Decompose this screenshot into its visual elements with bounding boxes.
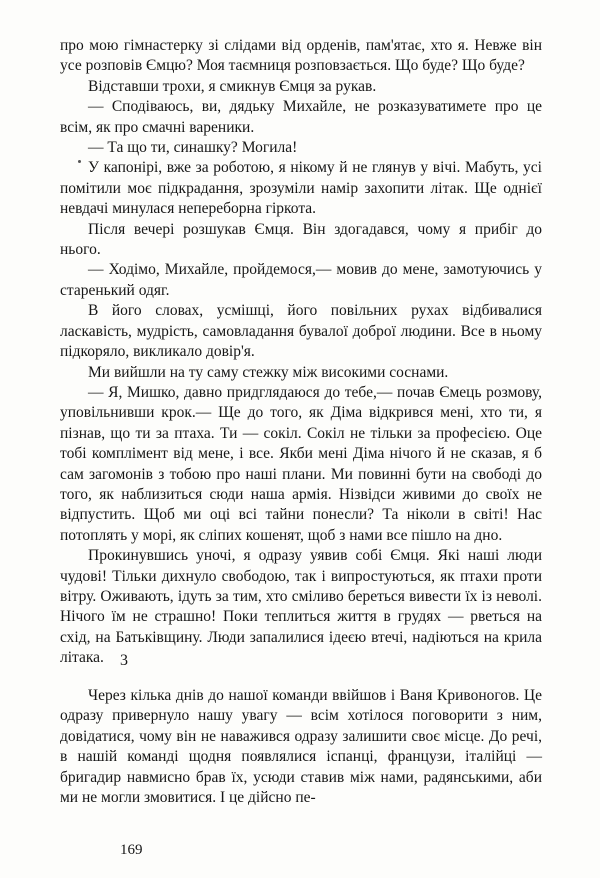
paragraph-5: У капонірі, вже за роботою, я нікому й не глянув у вічі. Мабуть, усі помітили моє підкрадання, зрозуміли намір захопити літак. Ще однієї невдачі минулася непереборна гіркота.: [60, 159, 542, 218]
paragraph-3: — Сподіваюсь, ви, дядьку Михайле, не розказуватимете про це всім, як про смачні вареники.: [60, 98, 542, 136]
paragraph-6: Після вечері розшукав Ємця. Він здогадався, чому я прибіг до нього.: [60, 220, 542, 259]
main-text: [60, 36, 542, 669]
paragraph-4: — Та що ти, синашку? Могила!: [88, 139, 298, 157]
paragraph-9: Ми вийшли на ту саму стежку між високими соснами.: [88, 363, 449, 381]
section-number: 3: [120, 652, 128, 669]
section-text: [60, 686, 542, 808]
paragraph-11: Прокинувшись уночі, я одразу уявив собі Ємця. Які наші люди чудові! Тільки дихнуло свободою, так і випростуються, як птахи проти вітру. Оживають, ідуть за тим, хто сміливо береться вивести їх із неволі. Нічого їм не страшно! Поки теплиться життя в грудях — рветься на схід, на Батьківщину. Люди запалилися ідеєю втечі, надіються на крила літака.: [60, 547, 542, 667]
print-speck: [78, 160, 81, 163]
paragraph-10: — Я, Мишко, давно придглядаюся до тебе,— почав Ємець розмову, уповільнивши крок.— Ще до того, як Діма відкрився мені, хто ти, я пізнав, що ти за птаха. Ти — сокіл. Сокіл не тільки за професією. Оце тобі комплімент від мене, і все. Якби мені Діма нічого й не сказав, я б сам загомонів з тобою про наші плани. Ми повинні бути на свободі до того, як наблизиться сюди наша армія. Нізвідси живими до своїх не відпустить. Щоб ми оці всі тайни понесли? Та ніколи в світі! Нас потоплять у морі, як сліпих кошенят, щоб з нами все пішло на дно.: [60, 383, 542, 544]
page-number: 169: [120, 842, 143, 858]
paragraph-1: про мою гімнастерку зі слідами від орденів, пам'ятає, хто я. Невже він усе розповів Ємцю? Моя таємниця розповзається. Що буде? Що буде?: [60, 37, 542, 75]
paragraph-7: — Ходімо, Михайле, пройдемося,— мовив до мене, замотуючись у старенький одяг.: [60, 261, 542, 299]
paragraph-12: Через кілька днів до нашої команди ввійшов і Ваня Кривоногов. Це одразу привернуло нашу увагу — всім хотілося поговорити з ним, довідатися, чому він не наважився одразу залишити своє місце. До речі, в нашій команді щодня появлялися іспанці, французи, італійці — бригадир навмисно брав їх, усюди ставив між нами, радянськими, аби ми не могли змовитися. І це дійсно пе-: [60, 687, 542, 807]
paragraph-2: Відставши трохи, я смикнув Ємця за рукав.: [88, 77, 377, 95]
paragraph-8: В його словах, усмішці, його повільних рухах відбивалися ласкавість, мудрість, самовладання бувалої доброї людини. Все в ньому підкоряло, викликало довір'я.: [60, 302, 542, 361]
